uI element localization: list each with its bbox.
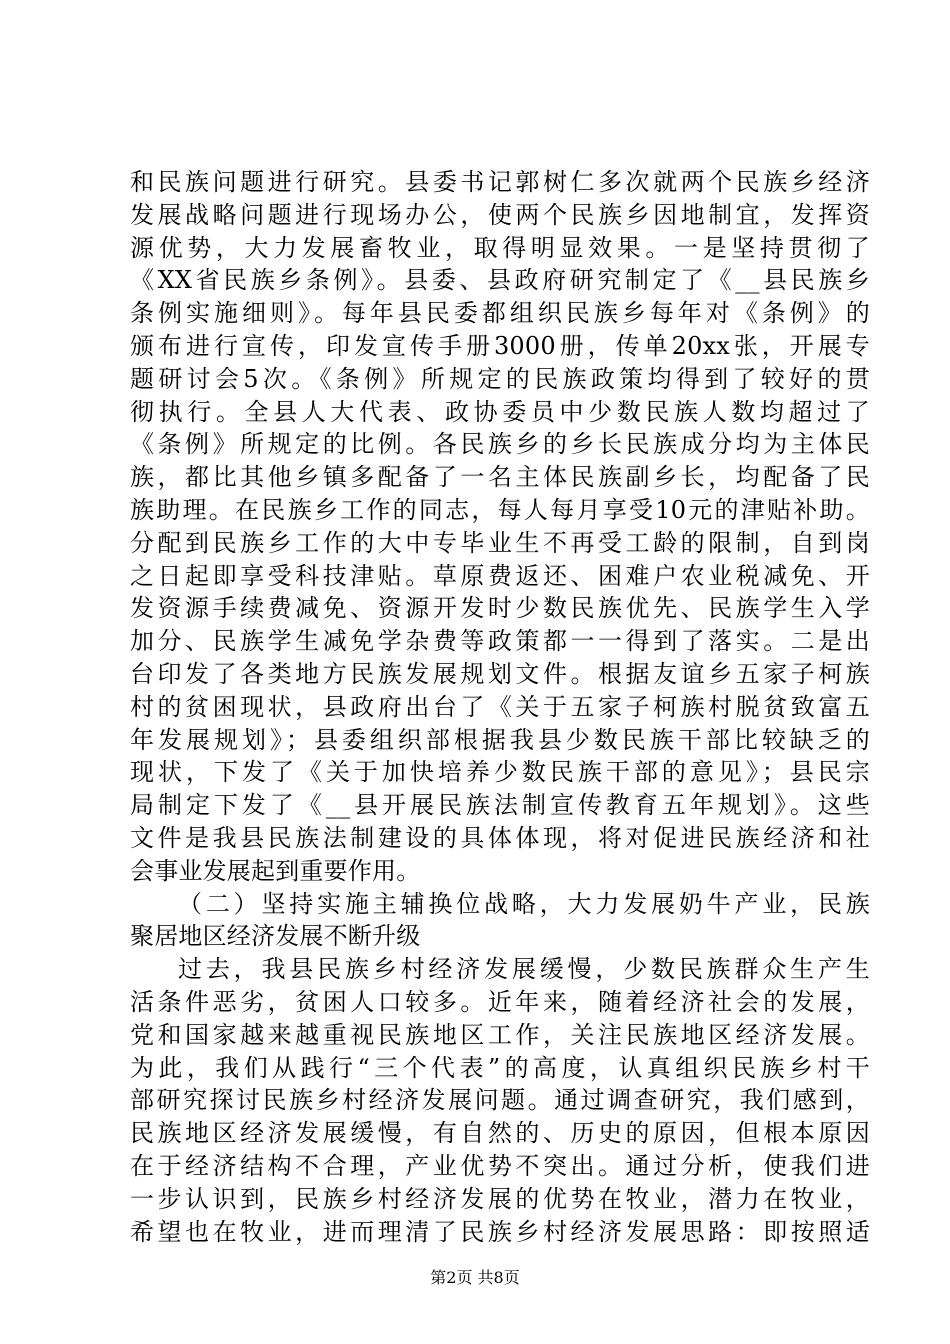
text-line: 过去，我县民族乡村经济发展缓慢，少数民族群众生产生 (178, 955, 870, 984)
text-line: 题研讨会5次。《条例》所规定的民族政策均得到了较好的贯 (130, 364, 870, 393)
text-line: 彻执行。全县人大代表、政协委员中少数民族人数均超过了 (130, 397, 870, 426)
text-line: 《条例》所规定的比例。各民族乡的乡长民族成分均为主体民 (130, 430, 870, 459)
page-number-footer: 第2页 共8页 (430, 1268, 520, 1287)
text-line: 民族地区经济发展缓慢，有自然的、历史的原因，但根本原因 (130, 1119, 870, 1148)
text-line: 《XX省民族乡条例》。县委、县政府研究制定了《__县民族乡 (130, 266, 870, 295)
text-line: 和民族问题进行研究。县委书记郭树仁多次就两个民族乡经济 (130, 168, 870, 196)
text-line: 在于经济结构不合理，产业优势不突出。通过分析，使我们进 (130, 1151, 870, 1180)
text-line: 一步认识到，民族乡村经济发展的优势在牧业，潜力在牧业， (130, 1184, 870, 1213)
text-line: 希望也在牧业，进而理清了民族乡村经济发展思路：即按照适 (130, 1217, 870, 1246)
text-line: 族助理。在民族乡工作的同志，每人每月享受10元的津贴补助。 (130, 495, 870, 524)
text-line: 年发展规划》；县委组织部根据我县少数民族干部比较缺乏的 (130, 725, 870, 754)
text-line: 颁布进行宣传，印发宣传手册3000册，传单20xx张，开展专 (130, 331, 870, 360)
section-heading-line: 聚居地区经济发展不断升级 (130, 922, 421, 951)
text-line: 台印发了各类地方民族发展规划文件。根据友谊乡五家子柯族 (130, 659, 870, 688)
text-line: 分配到民族乡工作的大中专毕业生不再受工龄的限制，自到岗 (130, 528, 870, 557)
body-text (130, 166, 870, 1248)
text-line: 源优势，大力发展畜牧业，取得明显效果。一是坚持贯彻了 (130, 233, 870, 262)
text-line: 部研究探讨民族乡村经济发展问题。通过调查研究，我们感到， (130, 1086, 870, 1115)
text-line: 局制定下发了《__县开展民族法制宣传教育五年规划》。这些 (130, 791, 870, 820)
text-line: 族，都比其他乡镇多配备了一名主体民族副乡长，均配备了民 (130, 463, 870, 492)
text-line: 村的贫困现状，县政府出台了《关于五家子柯族村脱贫致富五 (130, 692, 870, 721)
text-line: 之日起即享受科技津贴。草原费返还、困难户农业税减免、开 (130, 561, 870, 590)
text-line: 文件是我县民族法制建设的具体体现，将对促进民族经济和社 (130, 823, 870, 852)
text-line: 发展战略问题进行现场办公，使两个民族乡因地制宜，发挥资 (130, 200, 870, 229)
text-line: 现状，下发了《关于加快培养少数民族干部的意见》；县民宗 (130, 758, 870, 787)
text-line: 活条件恶劣，贫困人口较多。近年来，随着经济社会的发展， (130, 987, 870, 1016)
text-line: 条例实施细则》。每年县民委都组织民族乡每年对《条例》的 (130, 299, 870, 328)
text-line: 加分、民族学生减免学杂费等政策都一一得到了落实。二是出 (130, 627, 870, 656)
text-line: 会事业发展起到重要作用。 (130, 856, 421, 885)
section-heading-line: （二）坚持实施主辅换位战略，大力发展奶牛产业，民族 (178, 889, 870, 918)
text-line: 发资源手续费减免、资源开发时少数民族优先、民族学生入学 (130, 594, 870, 623)
text-line: 为此，我们从践行“三个代表”的高度，认真组织民族乡村干 (130, 1053, 870, 1082)
text-line: 党和国家越来越重视民族地区工作，关注民族地区经济发展。 (130, 1020, 870, 1049)
